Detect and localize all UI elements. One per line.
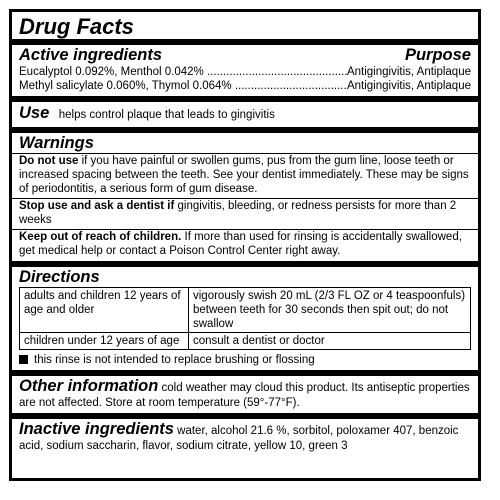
table-row (20, 288, 471, 333)
other-information-heading: Other information (19, 377, 159, 395)
directions-note (19, 353, 471, 367)
use-section (12, 96, 478, 127)
directions-section (12, 261, 478, 370)
directions-who: adults and children 12 years of age and older (20, 288, 189, 333)
directions-what: consult a dentist or doctor (189, 333, 471, 350)
warnings-section (12, 127, 478, 153)
stop-use-label: Stop use and ask a dentist if (19, 200, 175, 212)
stop-use-text: gingivitis, bleeding, or redness persists for more than 2 weeks (19, 200, 457, 226)
directions-what: vigorously swish 20 mL (2/3 FL OZ or 4 teaspoonfuls) between teeth for 30 seconds then spit out; do not swallow (189, 288, 471, 333)
drug-facts-panel (9, 9, 481, 481)
active-ingredients-section (12, 39, 478, 96)
ingredient-name: Methyl salicylate 0.060%, Thymol 0.064% ..... (19, 79, 347, 93)
keep-out-label: Keep out of reach of children. (19, 231, 182, 243)
inactive-ingredients-text: water, alcohol 21.6 %, sorbitol, poloxamer 407, benzoic acid, sodium saccharin, flavor, sodium citrate, yellow 10, green 3 (19, 425, 459, 452)
other-information-section (12, 370, 478, 413)
keep-out-text: If more than used for rinsing is accidentally swallowed, get medical help or contact a Poison Control Center right away. (19, 231, 462, 257)
warnings-heading: Warnings (19, 134, 94, 152)
use-heading: Use (19, 104, 50, 122)
active-ingredients-heading: Active ingredients (19, 46, 163, 64)
ingredient-purpose: Antigingivitis, Antiplaque (346, 66, 471, 78)
inactive-ingredients-heading: Inactive ingredients (19, 420, 174, 438)
inactive-ingredients-section (12, 413, 478, 456)
ingredient-name: Eucalyptol 0.092%, Menthol 0.042% ..... (19, 65, 347, 79)
purpose-heading: Purpose (404, 46, 471, 64)
active-ingredient-row (19, 79, 471, 93)
directions-table (19, 287, 471, 350)
directions-who: children under 12 years of age (20, 333, 189, 350)
do-not-use-text: if you have painful or swollen gums, pus from the gum line, loose teeth or increased spacing between the teeth. See your dentist immediately. These may be signs of periodontitis, a serious form of gum disease. (19, 155, 469, 195)
use-text: helps control plaque that leads to gingivitis (58, 109, 275, 121)
square-bullet-icon (19, 355, 28, 364)
drug-facts-title: Drug Facts (19, 14, 134, 39)
do-not-use-warning (12, 153, 478, 198)
title-section (12, 12, 478, 39)
active-ingredient-row (19, 65, 471, 79)
table-row (20, 333, 471, 350)
ingredient-purpose: Antigingivitis, Antiplaque (346, 80, 471, 92)
keep-out-warning (12, 229, 478, 261)
directions-note-text: this rinse is not intended to replace brushing or flossing (34, 354, 315, 366)
directions-heading: Directions (19, 268, 100, 286)
do-not-use-label: Do not use (19, 155, 79, 167)
other-information-text: cold weather may cloud this product. Its antiseptic properties are not affected. Store at room temperature (59°-77°F). (19, 382, 470, 409)
stop-use-warning (12, 198, 478, 229)
